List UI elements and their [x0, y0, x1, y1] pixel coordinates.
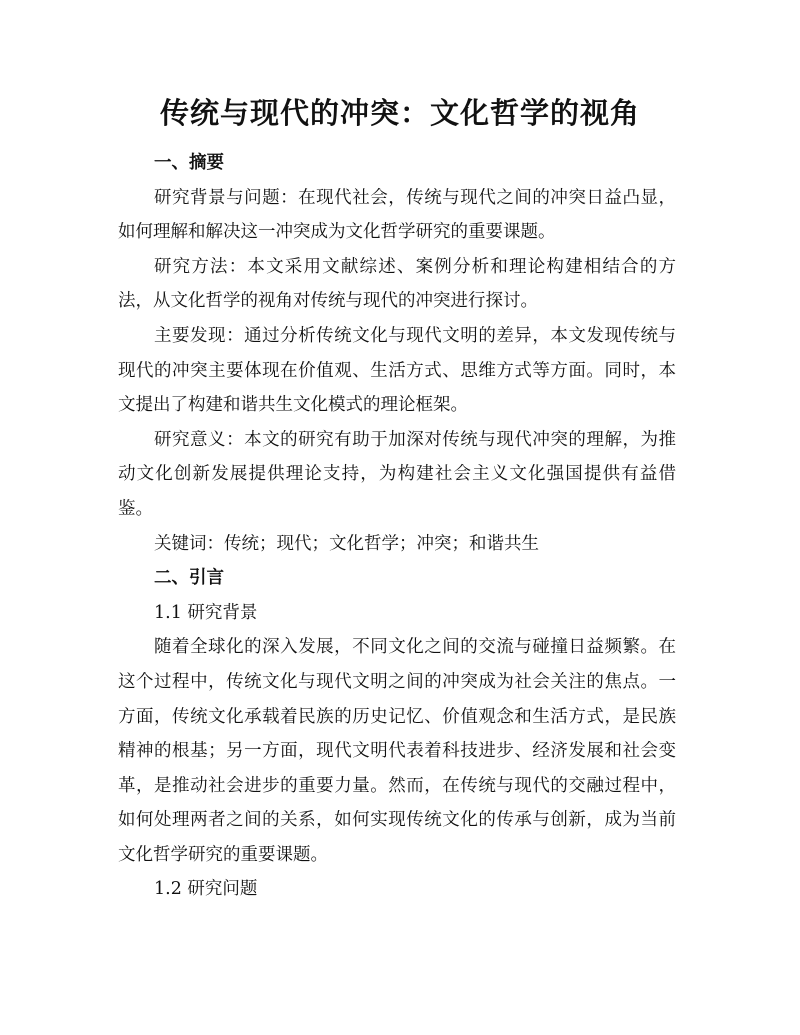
abstract-background-paragraph: 研究背景与问题：在现代社会，传统与现代之间的冲突日益凸显，如何理解和解决这一冲突成为文化哲学研究的重要课题。	[118, 187, 676, 243]
section-heading-intro: 二、引言	[154, 568, 224, 589]
abstract-method-paragraph: 研究方法：本文采用文献综述、案例分析和理论构建相结合的方法，从文化哲学的视角对传统与现代的冲突进行探讨。	[118, 256, 676, 312]
section-heading-abstract: 一、摘要	[154, 153, 224, 173]
document-body	[118, 146, 676, 907]
keywords-line: 关键词：传统；现代；文化哲学；冲突；和谐共生	[154, 533, 539, 554]
subsection-heading-1-2: 1.2 研究问题	[154, 879, 258, 900]
document-title: 传统与现代的冲突：文化哲学的视角	[159, 96, 640, 130]
subsection-heading-1-1: 1.1 研究背景	[154, 602, 258, 623]
abstract-findings-paragraph: 主要发现：通过分析传统文化与现代文明的差异，本文发现传统与现代的冲突主要体现在价值观、生活方式、思维方式等方面。同时，本文提出了构建和谐共生文化模式的理论框架。	[118, 325, 676, 416]
abstract-significance-paragraph: 研究意义：本文的研究有助于加深对传统与现代冲突的理解，为推动文化创新发展提供理论支持，为构建社会主义文化强国提供有益借鉴。	[118, 429, 676, 519]
intro-background-paragraph: 随着全球化的深入发展，不同文化之间的交流与碰撞日益频繁。在这个过程中，传统文化与现代文明之间的冲突成为社会关注的焦点。一方面，传统文化承载着民族的历史记忆、价值观念和生活方式，是民族精神的根基；另一方面，现代文明代表着科技进步、经济发展和社会变革，是推动社会进步的重要力量。然而，在传统与现代的交融过程中，如何处理两者之间的关系，如何实现传统文化的传承与创新，成为当前文化哲学研究的重要课题。	[118, 637, 676, 865]
